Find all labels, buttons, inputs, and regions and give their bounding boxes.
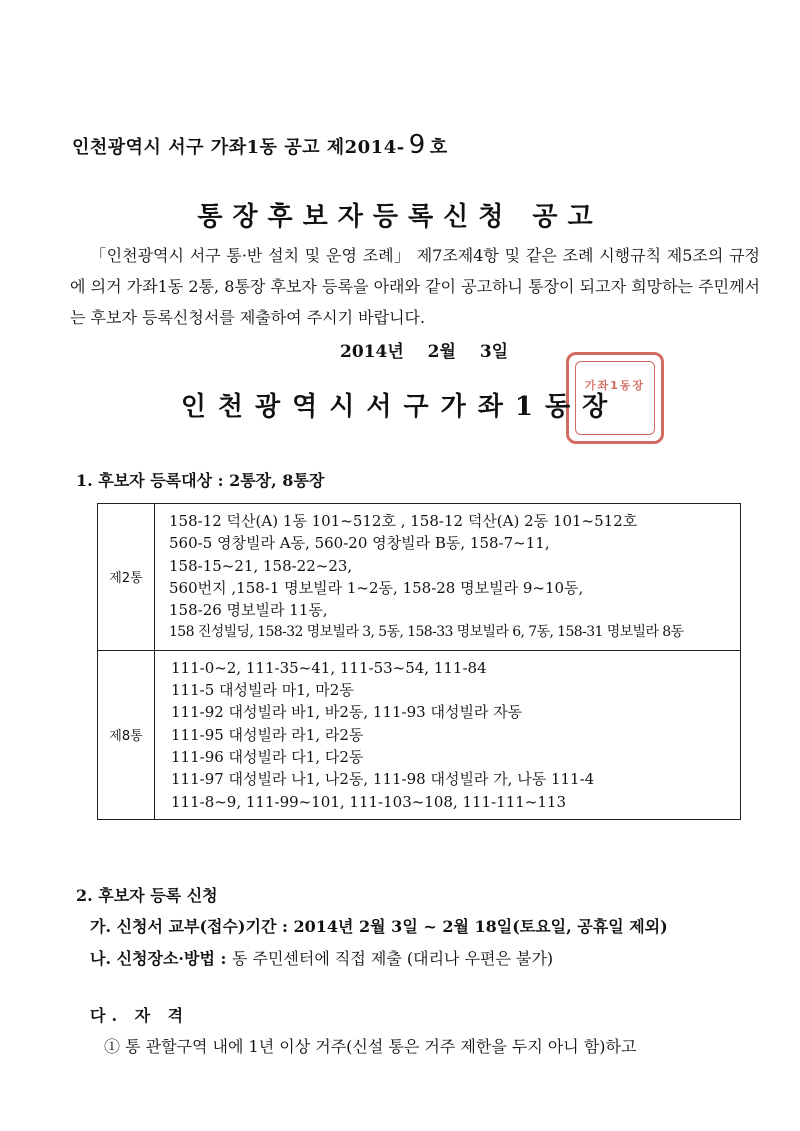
address-line: 158 진성빌딩, 158-32 명보빌라 3, 5동, 158-33 명보빌라 6, 7동, 158-31 명보빌라 8동 <box>169 624 684 641</box>
address-line: 111-0~2, 111-35~41, 111-53~54, 111-84 <box>171 658 487 677</box>
notice-date: 2014년 2월 3일 <box>340 342 509 362</box>
application-period-label: 가. 신청서 교부(접수)기간 : <box>90 917 288 936</box>
intro-paragraph <box>70 240 760 333</box>
application-method-value: 동 주민센터에 직접 제출 (대리나 우편은 불가) <box>231 949 554 968</box>
address-line: 111-8~9, 111-99~101, 111-103~108, 111-111~113 <box>171 792 567 811</box>
address-line: 111-5 대성빌라 마1, 마2동 <box>171 681 354 700</box>
table-row <box>98 650 741 819</box>
section1-heading: 1. 후보자 등록대상 : 2통장, 8통장 <box>76 471 325 490</box>
row-label: 제8통 <box>98 650 155 819</box>
row-addresses <box>155 650 741 819</box>
application-period <box>90 914 668 937</box>
application-period-value: 2014년 2월 3일 ~ 2월 18일(토요일, 공휴일 제외) <box>293 917 668 936</box>
intro-text: 「인천광역시 서구 통·반 설치 및 운영 조례」 제7조제4항 및 같은 조례 시행규칙 제5조의 규정에 의거 가좌1동 2통, 8통장 후보자 등록을 아래와 같이 공고하니 통장이 되고자 희망하는 주민께서는 후보자 등록신청서를 제출하여 주시기 바랍니다. <box>70 246 760 327</box>
target-areas-table <box>97 503 741 820</box>
row-addresses <box>155 504 741 651</box>
address-line: 158-15~21, 158-22~23, <box>169 556 353 575</box>
address-line: 158-12 덕산(A) 1동 101~512호 , 158-12 덕산(A) 2동 101~512호 <box>169 512 638 530</box>
address-line: 560번지 ,158-1 명보빌라 1~2동, 158-28 명보빌라 9~10동, <box>169 578 584 597</box>
notice-suffix: 호 <box>429 137 448 158</box>
address-line: 158-26 명보빌라 11동, <box>169 601 328 620</box>
issuing-office: 인천광역시서구가좌1동장 <box>180 392 620 422</box>
qualification-heading: 다. 자 격 <box>90 1006 190 1025</box>
seal-text: 가좌1동장 <box>584 379 646 392</box>
address-line: 111-97 대성빌라 나1, 나2동, 111-98 대성빌라 가, 나동 111-4 <box>171 770 595 789</box>
notice-number-line <box>72 130 448 160</box>
notice-number: 9 <box>408 130 426 160</box>
address-line: 111-95 대성빌라 라1, 라2동 <box>171 725 364 744</box>
address-line: 560-5 영창빌라 A동, 560-20 영창빌라 B동, 158-7~11, <box>169 534 550 553</box>
document-title: 통장후보자등록신청 공고 <box>197 202 603 232</box>
address-line: 111-96 대성빌라 다1, 다2동 <box>171 747 364 766</box>
application-method <box>90 946 553 969</box>
section2-heading: 2. 후보자 등록 신청 <box>76 886 218 905</box>
address-line: 111-92 대성빌라 바1, 바2동, 111-93 대성빌라 자동 <box>171 703 523 722</box>
table-row <box>98 504 741 651</box>
row-label: 제2통 <box>98 504 155 651</box>
application-method-label: 나. 신청장소·방법 : <box>90 949 227 968</box>
qualification-item-1: ① 통 관할구역 내에 1년 이상 거주(신설 통은 거주 제한을 두지 아니 함)하고 <box>104 1037 637 1056</box>
notice-prefix: 인천광역시 서구 가좌1동 공고 제2014- <box>72 137 405 158</box>
